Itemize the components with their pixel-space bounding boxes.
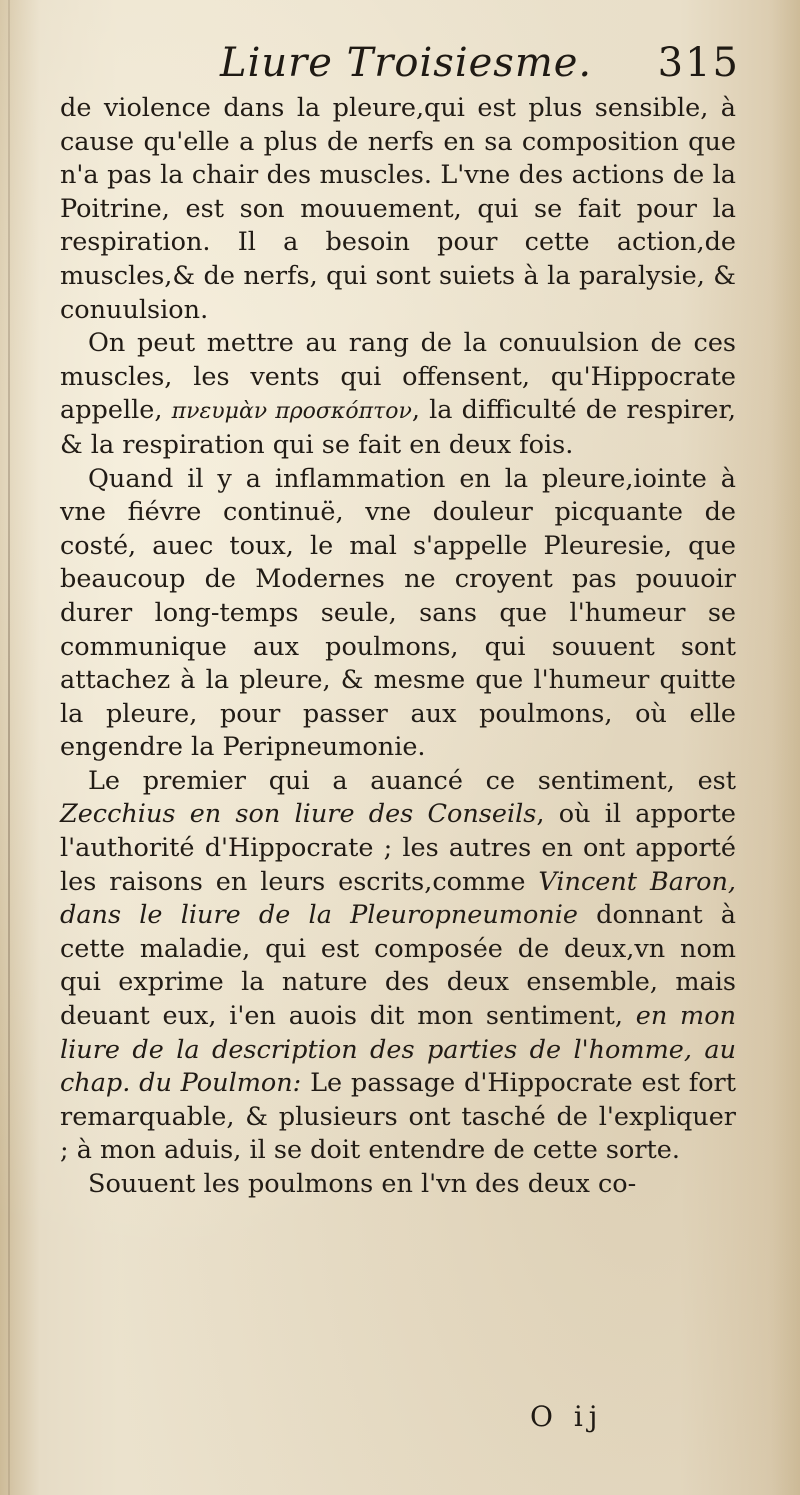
body-text — [60, 92, 736, 1202]
text-span: donnant à cette maladie, qui est composée de deux,vn nom qui exprime la nature des deux ensemble, mais deuant eux, i'en auois dit mon sentiment, — [60, 900, 736, 1032]
paragraph-1 — [60, 92, 736, 327]
text-span: Quand il y a inflammation en la pleure,iointe à vne fiévre continuë, vne douleur picquante de costé, auec toux, le mal s'appelle Pleuresie, que beaucoup de Modernes ne croyent pas pouuoir durer long-temps seule, sans que l'humeur se communique aux poulmons, qui souuent sont attachez à la pleure, & mesme que l'humeur quitte la pleure, pour passer aux poulmons, où elle engendre la Peripneumonie. — [60, 463, 736, 763]
text-span: On peut mettre au rang de la conuulsion de ces muscles, les vents qui offensent, qu'Hippocrate appelle, — [60, 328, 736, 426]
italic-citation: Zecchius en son liure des Conseils — [60, 799, 537, 830]
text-span: Le premier qui a auancé ce sentiment, est — [88, 765, 736, 796]
italic-citation: Vincent Baron, dans le liure de la Pleuropneumonie — [60, 866, 736, 931]
paragraph-4 — [60, 765, 736, 1168]
text-span: , où il apporte l'authorité d'Hippocrate ; les autres en ont apporté les raisons en leurs escrits,comme — [60, 799, 736, 897]
greek-term: πνευμὰν προσκόπτον — [171, 399, 412, 425]
paragraph-3 — [60, 463, 736, 765]
text-span: , la difficulté de respirer, & la respiration qui se fait en deux fois. — [60, 395, 736, 460]
binding-gutter — [8, 0, 10, 1495]
signature-mark: O ij — [530, 1400, 604, 1433]
page-number: 315 — [657, 40, 740, 86]
italic-citation: en mon liure de la description des parties de l'homme, au chap. du Poulmon: — [60, 1001, 736, 1099]
running-head: Liure Troisiesme. — [220, 40, 593, 86]
text-span: de violence dans la pleure,qui est plus sensible, à cause qu'elle a plus de nerfs en sa composition que n'a pas la chair des muscles. L'vne des actions de la Poitrine, est son mouuement, qui se fait pour la respiration. Il a besoin pour cette action,de muscles,& de nerfs, qui sont suiets à la paralysie, & conuulsion. — [60, 93, 736, 325]
paragraph-2 — [60, 327, 736, 462]
text-span: Le passage d'Hippocrate est fort remarquable, & plusieurs ont tasché de l'expliquer ; à mon aduis, il se doit entendre de cette sorte. — [60, 1068, 736, 1166]
text-span: Souuent les poulmons en l'vn des deux co- — [88, 1169, 637, 1199]
paragraph-5 — [60, 1168, 736, 1202]
page-header — [60, 40, 740, 90]
